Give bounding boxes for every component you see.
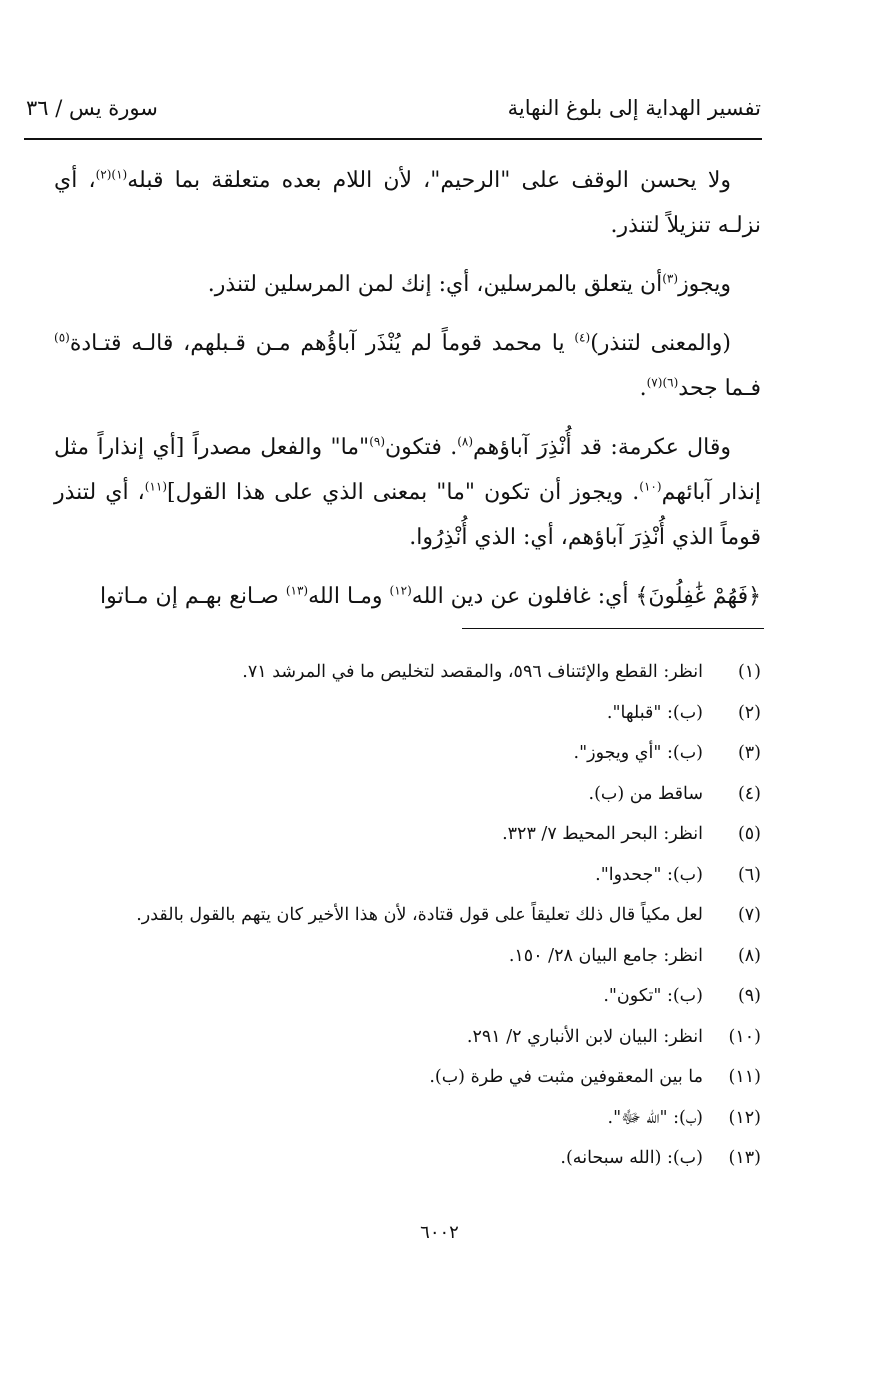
text-span: وقال عكرمة: قد أُنْذِرَ آباؤهم [473, 435, 732, 460]
running-header-title: تفسير الهداية إلى بلوغ النهاية [507, 96, 761, 120]
footnote-separator [462, 628, 764, 629]
footnote-ref: (٦) [662, 375, 679, 390]
footnote-item [54, 936, 761, 977]
text-span: فـما جحد [678, 376, 761, 401]
footnote-item [54, 855, 761, 896]
header-rule [24, 138, 762, 140]
footnote-text: ما بين المعقوفين مثبت في طرة (ب). [429, 1067, 703, 1087]
footnote-item [54, 693, 761, 734]
footnote-text: انظر: القطع والإئتناف ٥٩٦، والمقصد لتخليص ما في المرشد ٧١. [242, 662, 703, 682]
text-span: أن يتعلق بالمرسلين، أي: إنك لمن المرسلين لتنذر. [207, 272, 663, 297]
footnote-number: (١٢) [728, 1107, 761, 1128]
footnote-ref: (١٣) [285, 583, 309, 598]
footnote-text: (ب): "جحدوا". [595, 864, 703, 885]
footnote-text: (ب): (الله سبحانه). [560, 1148, 703, 1168]
footnote-item [54, 1138, 761, 1179]
text-span: ومـا الله [308, 584, 390, 609]
paragraph-3 [54, 321, 761, 411]
paragraph-4 [54, 425, 761, 560]
footnote-text: ساقط من (ب). [588, 783, 703, 804]
main-text [54, 158, 761, 633]
running-header-surah: سورة يس / ٣٦ [26, 96, 158, 120]
footnote-text: انظر: البحر المحيط ٧/ ٣٢٣. [502, 824, 703, 844]
text-span: صـانع بهـم إن مـاتوا [100, 584, 286, 609]
text-span: ، أي لتنذر قوماً الذي أُنْذِرَ آباؤهم، أي: الذي أُنْذِرُوا. [54, 480, 761, 550]
page-number: ٦٠٠٢ [420, 1222, 459, 1243]
footnote-ref: (١١) [144, 479, 167, 494]
footnote-number: (١) [737, 662, 761, 682]
text-span: ويجوز [678, 272, 731, 297]
footnote-text: (ب): "أي ويجوز". [573, 743, 703, 763]
footnote-ref: (١٢) [389, 583, 412, 598]
footnote-text: (ب): "قبلها". [606, 702, 703, 723]
footnote-item [54, 1057, 761, 1098]
paragraph-2 [54, 262, 761, 307]
footnote-number: (٩) [737, 986, 761, 1006]
footnote-number: (٦) [737, 864, 761, 885]
footnote-text: انظر: جامع البيان ٢٨/ ١٥٠. [508, 945, 703, 966]
footnote-item [54, 652, 761, 693]
footnote-ref: (٨) [457, 434, 474, 449]
text-span: (والمعنى لتنذر) [590, 331, 731, 356]
footnote-number: (١٣) [728, 1148, 761, 1168]
footnote-number: (٢) [737, 702, 761, 723]
text-span: . ويجوز أن تكون "ما" بمعنى الذي على هذا القول] [167, 480, 640, 505]
paragraph-5 [54, 574, 761, 619]
footnote-number: (٤) [737, 783, 761, 804]
footnote-ref: (٥) [54, 330, 70, 345]
footnote-number: (٣) [737, 743, 761, 763]
footnotes [54, 652, 761, 1179]
footnote-ref: (٢) [95, 167, 112, 182]
footnote-ref: (٤) [574, 330, 591, 345]
footnote-ref: (٣) [662, 271, 679, 286]
footnote-item [54, 774, 761, 815]
footnote-ref: (١٠) [639, 479, 662, 494]
footnote-ref: (٧) [646, 375, 663, 390]
footnote-text: (ب): "تكون". [603, 986, 703, 1006]
footnote-text: انظر: البيان لابن الأنباري ٢/ ٢٩١. [466, 1026, 703, 1047]
footnote-number: (٥) [737, 824, 761, 844]
text-span: . [639, 376, 647, 401]
footnote-text: (ب): "الله ﷻ". [607, 1107, 703, 1128]
footnote-number: (١٠) [728, 1026, 761, 1047]
footnote-item [54, 814, 761, 855]
paragraph-1 [54, 158, 761, 248]
footnote-item [54, 895, 761, 936]
text-span: أي: غافلون عن دين الله [411, 584, 636, 609]
text-span: ، أي نزلـه تنزيلاً لتنذر. [54, 168, 761, 238]
footnote-number: (١١) [728, 1067, 761, 1087]
footnote-ref: (٩) [369, 434, 386, 449]
footnote-number: (٧) [737, 905, 761, 925]
text-span: يا محمد قوماً لم يُنْذَر آباؤُهم مـن قـبلهم، قالـه قتـادة [69, 331, 575, 356]
footnote-text: لعل مكياً قال ذلك تعليقاً على قول قتادة، لأن هذا الأخير كان يتهم بالقول بالقدر. [136, 905, 703, 925]
footnote-number: (٨) [737, 945, 761, 966]
footnote-item [54, 1017, 761, 1058]
footnote-item [54, 733, 761, 774]
quran-verse: ﴿فَهُمْ غَٰفِلُونَ﴾ [635, 584, 761, 609]
footnote-ref: (١) [111, 167, 128, 182]
text-span: ولا يحسن الوقف على "الرحيم"، لأن اللام بعده متعلقة بما قبله [127, 168, 731, 193]
text-span: "ما" والفعل مصدراً [أي إنذاراً مثل إنذار آبائهم [54, 435, 761, 505]
footnote-item [54, 1098, 761, 1139]
text-span: . فتكون [385, 435, 458, 460]
footnote-item [54, 976, 761, 1017]
